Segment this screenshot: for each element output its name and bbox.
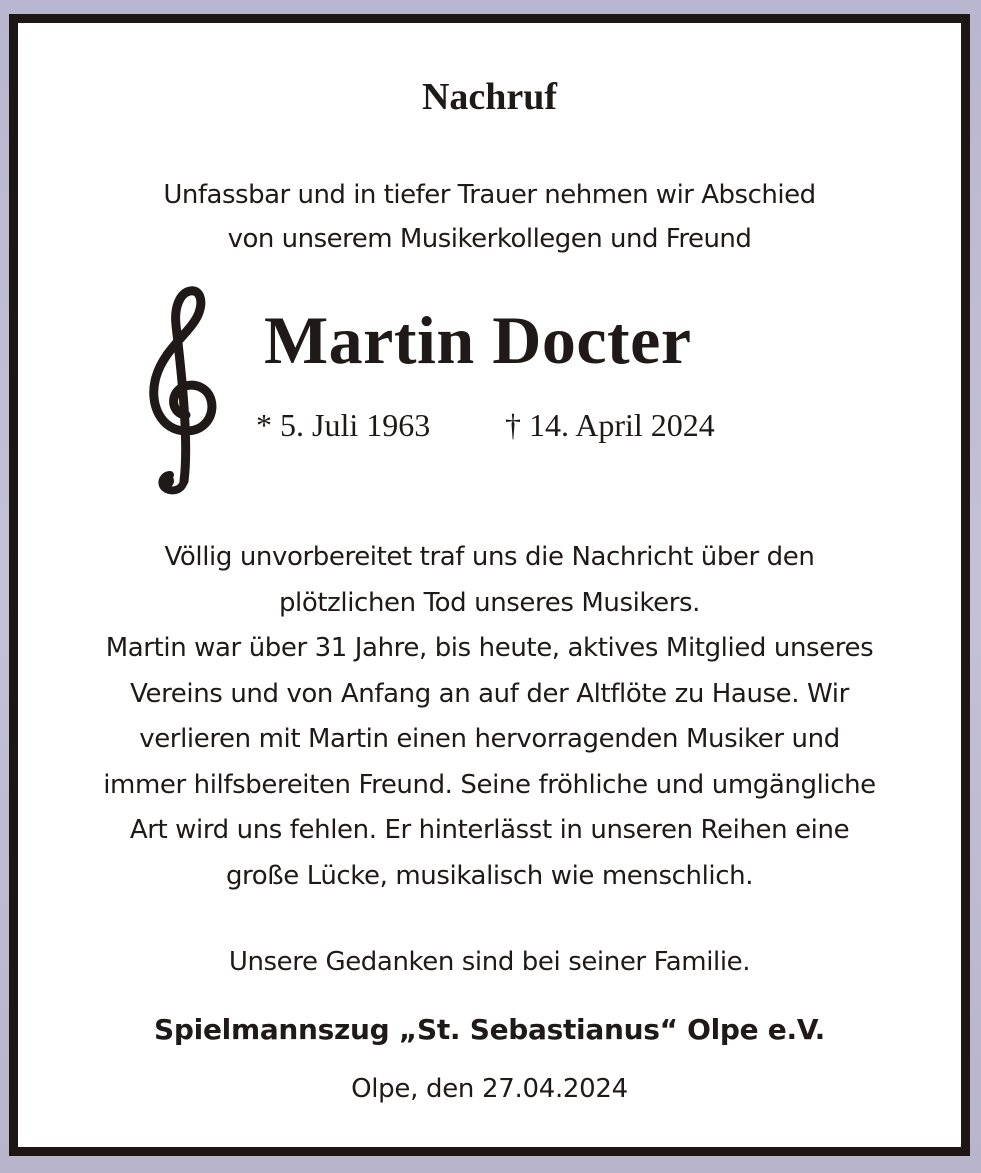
body-line: Völlig unvorbereitet traf uns die Nachricht über den	[164, 542, 815, 572]
intro-text	[18, 173, 961, 261]
obituary-card	[9, 14, 970, 1156]
body-line: verlieren mit Martin einen hervorragenden Musiker und	[139, 724, 840, 754]
body-line: Art wird uns fehlen. Er hinterlässt in unseren Reihen eine	[129, 815, 850, 845]
deceased-name: Martin Docter	[264, 302, 692, 378]
closing-thoughts: Unsere Gedanken sind bei seiner Familie.	[228, 947, 751, 977]
clef-dot	[160, 474, 174, 488]
heading: Nachruf	[421, 76, 558, 118]
place-date: Olpe, den 27.04.2024	[351, 1074, 628, 1104]
body-line: Vereins und von Anfang an auf der Altflöte zu Hause. Wir	[130, 678, 849, 709]
intro-line: von unserem Musikerkollegen und Freund	[227, 224, 752, 254]
intro-line: Unfassbar und in tiefer Trauer nehmen wir Abschied	[163, 180, 816, 210]
club-name: Spielmannszug „St. Sebastianus“ Olpe e.V.	[154, 1013, 825, 1046]
death-date: † 14. April 2024	[505, 407, 715, 443]
body-line: große Lücke, musikalisch wie menschlich.	[225, 860, 754, 891]
birth-date: * 5. Juli 1963	[256, 407, 431, 443]
obituary-body	[18, 535, 961, 899]
body-line: plötzlichen Tod unseres Musikers.	[278, 587, 701, 618]
body-line: immer hilfsbereiten Freund. Seine fröhliche und umgängliche	[103, 769, 876, 800]
body-line: Martin war über 31 Jahre, bis heute, aktives Mitglied unseres	[105, 633, 874, 663]
treble-clef-icon	[136, 285, 226, 495]
